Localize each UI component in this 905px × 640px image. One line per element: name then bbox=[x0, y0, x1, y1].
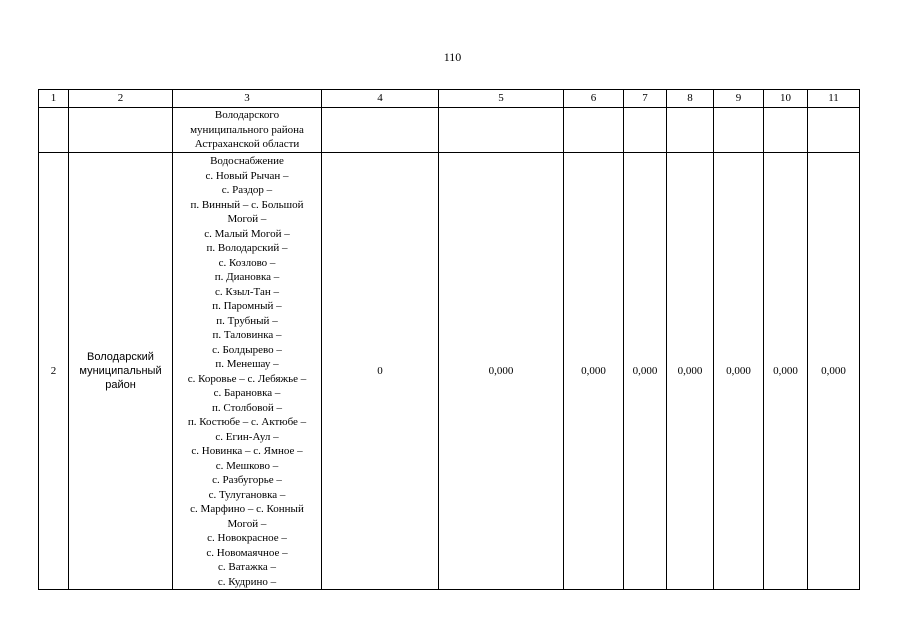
description-line: с. Новокрасное – bbox=[207, 532, 287, 544]
description-line: п. Володарский – bbox=[206, 242, 288, 254]
header-cell: 4 bbox=[322, 90, 439, 108]
header-cell: 2 bbox=[69, 90, 173, 108]
table-row bbox=[39, 153, 860, 590]
description-line: с. Разбугорье – bbox=[212, 474, 282, 486]
header-cell: 7 bbox=[624, 90, 667, 108]
district-line: район bbox=[105, 379, 136, 391]
table-cell bbox=[764, 108, 808, 153]
description-line: Могой – bbox=[227, 213, 267, 225]
district-line: Володарский bbox=[87, 351, 154, 363]
header-cell: 3 bbox=[173, 90, 322, 108]
description-line: п. Менешау – bbox=[215, 358, 279, 370]
district-cell bbox=[69, 153, 173, 590]
table-cell bbox=[714, 108, 764, 153]
header-cell: 10 bbox=[764, 90, 808, 108]
description-line: с. Ватажка – bbox=[217, 561, 277, 573]
table-cell bbox=[624, 108, 667, 153]
description-line: п. Костюбе – с. Актюбе – bbox=[187, 416, 307, 428]
description-line: с. Козлово – bbox=[218, 256, 276, 269]
table-row bbox=[39, 108, 860, 153]
header-cell: 1 bbox=[39, 90, 69, 108]
description-line: с. Тулугановка – bbox=[208, 488, 286, 501]
description-line: с. Марфино – с. Конный bbox=[190, 503, 304, 515]
description-line: с. Кудрино – bbox=[217, 575, 277, 588]
description-line: Володарского bbox=[214, 109, 280, 121]
description-line: муниципального района bbox=[190, 123, 304, 136]
data-table bbox=[38, 89, 860, 590]
value-cell: 0,000 bbox=[439, 153, 564, 590]
description-line: с. Мешково – bbox=[215, 459, 279, 472]
continuation-description-cell bbox=[173, 108, 322, 153]
description-line: с. Новый Рычан – bbox=[205, 169, 289, 182]
header-cell: 6 bbox=[564, 90, 624, 108]
header-cell: 9 bbox=[714, 90, 764, 108]
description-line: п. Таловинка – bbox=[212, 329, 282, 341]
header-cell: 11 bbox=[808, 90, 860, 108]
row-number-cell: 2 bbox=[39, 153, 69, 590]
description-cell bbox=[173, 153, 322, 590]
description-line: с. Новинка – с. Ямное – bbox=[191, 445, 303, 457]
description-line: п. Трубный – bbox=[216, 314, 278, 327]
description-line: с. Болдырево – bbox=[212, 343, 282, 356]
table-cell bbox=[69, 108, 173, 153]
value-cell: 0,000 bbox=[714, 153, 764, 590]
table-cell bbox=[39, 108, 69, 153]
description-line: с. Раздор – bbox=[221, 184, 273, 196]
value-cell: 0 bbox=[322, 153, 439, 590]
description-line: с. Новомаячное – bbox=[206, 546, 288, 559]
header-cell: 5 bbox=[439, 90, 564, 108]
value-cell: 0,000 bbox=[808, 153, 860, 590]
description-line: с. Барановка – bbox=[213, 387, 281, 399]
description-line: Астраханской области bbox=[194, 138, 300, 150]
table-cell bbox=[439, 108, 564, 153]
description-line: п. Диановка – bbox=[214, 271, 280, 283]
description-line: Водоснабжение bbox=[210, 155, 284, 167]
table-cell bbox=[667, 108, 714, 153]
table-cell bbox=[808, 108, 860, 153]
description-line: Могой – bbox=[227, 517, 267, 530]
value-cell: 0,000 bbox=[764, 153, 808, 590]
value-cell: 0,000 bbox=[667, 153, 714, 590]
description-line: с. Егин-Аул – bbox=[215, 430, 279, 443]
description-line: п. Паромный – bbox=[212, 300, 282, 312]
value-cell: 0,000 bbox=[564, 153, 624, 590]
description-line: с. Коровье – с. Лебяжье – bbox=[187, 372, 307, 385]
table-cell bbox=[564, 108, 624, 153]
description-line: с. Малый Могой – bbox=[204, 227, 290, 240]
page-number: 110 bbox=[443, 50, 462, 64]
description-line: с. Кзыл-Тан – bbox=[215, 285, 279, 298]
description-line: п. Винный – с. Большой bbox=[190, 198, 304, 211]
table-header-row bbox=[39, 90, 860, 108]
table-cell bbox=[322, 108, 439, 153]
value-cell: 0,000 bbox=[624, 153, 667, 590]
district-line: муниципальный bbox=[79, 365, 162, 377]
header-cell: 8 bbox=[667, 90, 714, 108]
description-line: п. Столбовой – bbox=[212, 401, 282, 414]
